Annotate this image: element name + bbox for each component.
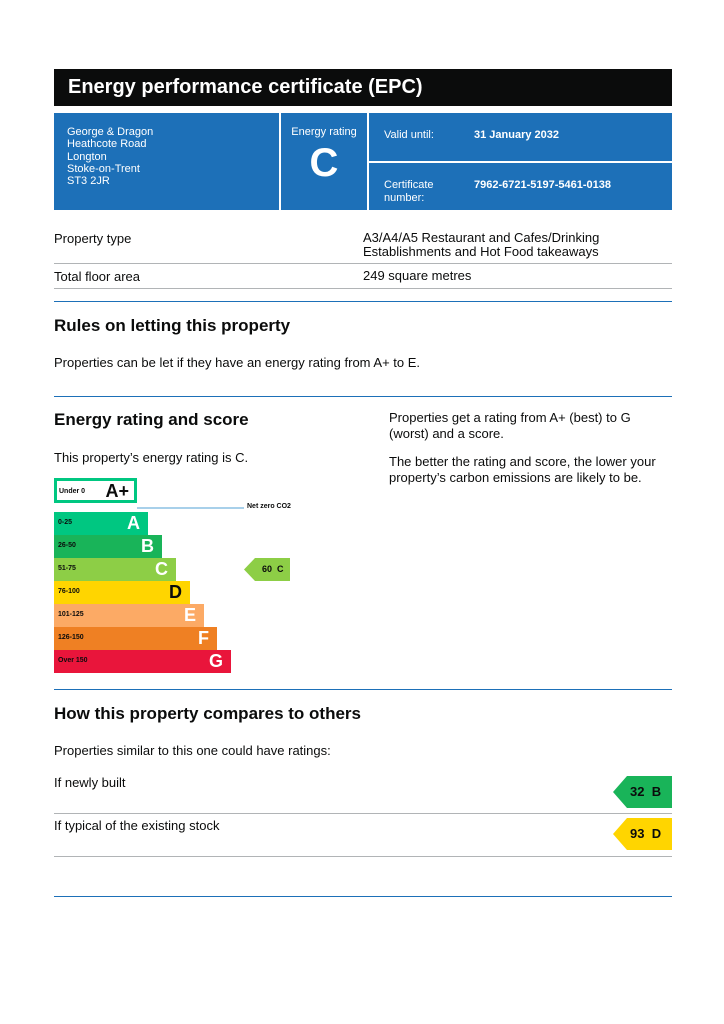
band-letter: E [183, 605, 196, 625]
net-zero-line [137, 507, 244, 509]
certificate-number-label: Certificate number: [384, 179, 434, 204]
band-range: 76-100 [58, 588, 80, 595]
band-a [54, 512, 148, 535]
band-letter: A [127, 513, 140, 533]
property-type-label: Property type [54, 231, 132, 246]
score-letter: B [651, 784, 662, 799]
rules-text: Properties can be let if they have an energy rating from A+ to E. [54, 355, 421, 370]
band-letter: D [169, 582, 182, 602]
band-range: 126-150 [58, 634, 84, 641]
floor-area-label: Total floor area [54, 269, 140, 284]
rating-heading: Energy rating and score [54, 410, 249, 429]
band-letter: B [141, 536, 154, 556]
section-divider [54, 396, 672, 397]
band-range: 51-75 [58, 565, 76, 572]
divider [54, 856, 672, 857]
divider [54, 263, 672, 264]
title-bar [54, 69, 672, 106]
current-rating-arrow [244, 558, 290, 581]
address-line: ST3 2JR [67, 175, 110, 188]
score-letter: D [651, 826, 662, 841]
compare-intro: Properties similar to this one could have ratings: [54, 743, 331, 758]
property-address [67, 126, 153, 187]
score-letter: C [277, 564, 284, 574]
band-range: Under 0 [59, 488, 86, 495]
divider [369, 161, 672, 163]
current-score [262, 564, 284, 574]
band-f [54, 627, 217, 650]
compare-label-new: If newly built [54, 775, 126, 790]
rating-info-text: The better the rating and score, the lower your property’s carbon emissions are likely to be. [389, 454, 656, 485]
band-g [54, 650, 231, 673]
band-letter: C [155, 559, 168, 579]
band-b [54, 535, 162, 558]
score-value: 93 [630, 826, 645, 841]
band-letter: G [208, 651, 223, 671]
section-divider [54, 896, 672, 897]
certificate-number-value: 7962-6721-5197-5461-0138 [474, 179, 612, 191]
band-e [54, 604, 204, 627]
band-range: Over 150 [58, 657, 88, 664]
address-line: Longton [67, 150, 107, 163]
floor-area-value: 249 square metres [363, 268, 472, 283]
compare-label-typical: If typical of the existing stock [54, 818, 220, 833]
address-line: Stoke-on-Trent [67, 162, 140, 175]
section-divider [54, 301, 672, 302]
energy-rating-letter: C [309, 141, 339, 185]
score-value: 60 [262, 564, 273, 574]
energy-rating-label: Energy rating [291, 126, 357, 138]
rating-sentence: This property’s energy rating is C. [54, 450, 249, 465]
property-type-value: A3/A4/A5 Restaurant and Cafes/Drinking Establishments and Hot Food takeaways [363, 230, 600, 259]
compare-score [630, 784, 661, 799]
rating-info-text: Properties get a rating from A+ (best) to G (worst) and a score. [389, 410, 631, 441]
band-a-plus [54, 478, 137, 503]
band-letter: F [198, 628, 209, 648]
compare-arrow-new [613, 776, 672, 808]
score-value: 32 [630, 784, 645, 799]
net-zero-label: Net zero CO2 [247, 503, 291, 510]
address-line: Heathcote Road [67, 138, 147, 151]
band-c [54, 558, 176, 581]
summary-box [54, 113, 672, 210]
page-title: Energy performance certificate (EPC) [68, 76, 423, 98]
compare-score [630, 826, 661, 841]
compare-heading: How this property compares to others [54, 704, 361, 723]
band-range: 0-25 [58, 519, 73, 526]
band-range: 101-125 [58, 611, 84, 618]
rules-heading: Rules on letting this property [54, 316, 291, 335]
valid-until-value: 31 January 2032 [474, 129, 560, 141]
band-d [54, 581, 190, 604]
compare-arrow-typical [613, 818, 672, 850]
divider [54, 288, 672, 289]
band-range: 26-50 [58, 542, 76, 549]
section-divider [54, 689, 672, 690]
band-letter: A+ [105, 481, 129, 501]
address-line: George & Dragon [67, 126, 154, 138]
valid-until-label: Valid until: [384, 129, 434, 141]
divider [54, 813, 672, 814]
